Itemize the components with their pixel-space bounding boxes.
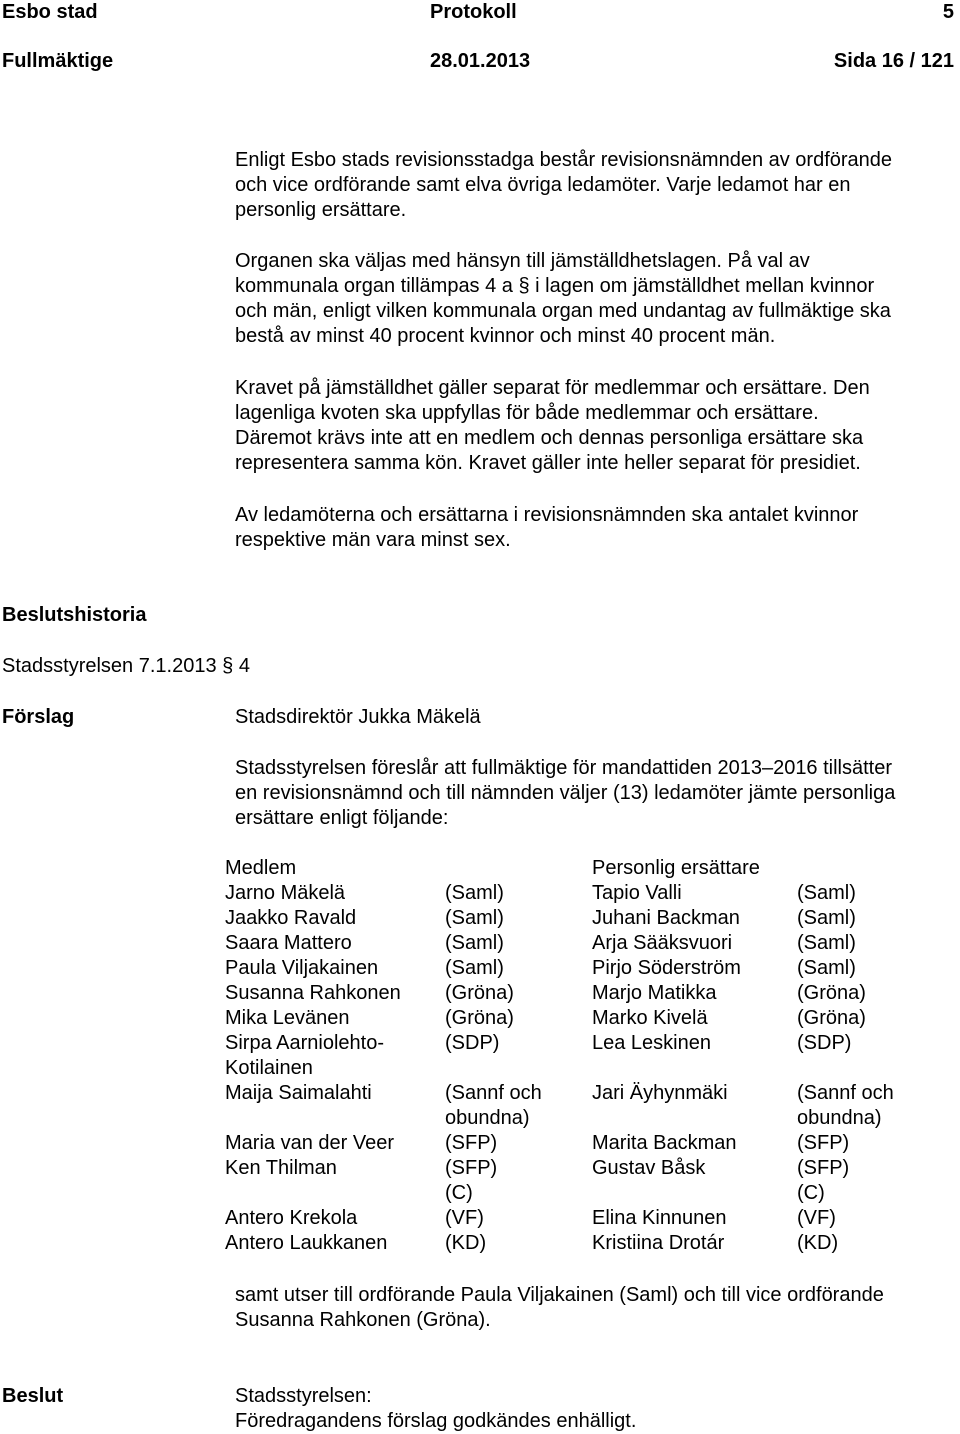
substitute-name: Kristiina Drotár <box>592 1232 725 1254</box>
table-row <box>225 956 957 981</box>
text-line: representera samma kön. Kravet gäller inte heller separat för presidiet. <box>235 452 861 474</box>
member-party-cell <box>445 1206 592 1231</box>
substitute-name-cell <box>592 1131 797 1156</box>
substitute-name: Arja Sääksvuori <box>592 932 733 954</box>
substitute-name-cell <box>592 931 797 956</box>
text-line: Kravet på jämställdhet gäller separat för medlemmar och ersättare. Den <box>235 377 870 399</box>
member-name-cell <box>225 1031 445 1081</box>
intro-paragraph-2 <box>235 249 955 349</box>
substitute-name-cell <box>592 906 797 931</box>
member-party: (C) <box>445 1182 473 1204</box>
proposal-text <box>235 756 955 831</box>
substitute-name: Marjo Matikka <box>592 982 717 1004</box>
text-line: samt utser till ordförande Paula Viljakainen (Saml) och till vice ordförande <box>235 1284 884 1306</box>
substitute-party: (Gröna) <box>797 1007 866 1029</box>
substitute-party: (Sannf och <box>797 1082 894 1104</box>
member-name: Jarno Mäkelä <box>225 882 346 904</box>
table-header-substitute: Personlig ersättare <box>592 857 760 879</box>
member-name-cell <box>225 931 445 956</box>
member-name-cell <box>225 906 445 931</box>
substitute-name-cell <box>592 956 797 981</box>
chair-paragraph <box>235 1283 955 1333</box>
table-header-substitute-party <box>797 856 957 881</box>
substitute-name: Jari Äyhynmäki <box>592 1082 728 1104</box>
text-line: Av ledamöterna och ersättarna i revisionsnämnden ska antalet kvinnor <box>235 504 859 526</box>
text-line: Föredragandens förslag godkändes enhälligt. <box>235 1410 637 1432</box>
text-line: Organen ska väljas med hänsyn till jämställdhetslagen. På val av <box>235 250 810 272</box>
member-party-cell <box>445 1131 592 1156</box>
member-name: Maija Saimalahti <box>225 1082 372 1104</box>
member-party: (VF) <box>445 1207 484 1229</box>
member-party: (SFP) <box>445 1132 498 1154</box>
member-name: Saara Mattero <box>225 932 352 954</box>
member-party-cell <box>445 981 592 1006</box>
substitute-party-cell <box>797 1031 957 1081</box>
table-row <box>225 1231 957 1256</box>
member-name-cell <box>225 1006 445 1031</box>
table-row <box>225 906 957 931</box>
substitute-name-cell <box>592 1081 797 1131</box>
substitute-name: Elina Kinnunen <box>592 1207 727 1229</box>
member-party: (KD) <box>445 1232 487 1254</box>
table-header-row <box>225 856 957 881</box>
table-row <box>225 1156 957 1206</box>
header-doc-type: Protokoll <box>430 1 517 23</box>
substitute-name: Tapio Valli <box>592 882 682 904</box>
member-party: (Saml) <box>445 932 504 954</box>
member-name-cell <box>225 956 445 981</box>
decision-label: Beslut <box>2 1385 64 1407</box>
member-party-cell <box>445 906 592 931</box>
member-name: Mika Levänen <box>225 1007 350 1029</box>
member-party: (Saml) <box>445 957 504 979</box>
table-row <box>225 1006 957 1031</box>
substitute-party-cell <box>797 1081 957 1131</box>
members-table <box>225 856 957 1256</box>
substitute-party: (SFP) <box>797 1157 850 1179</box>
member-party: (Saml) <box>445 882 504 904</box>
header-date: 28.01.2013 <box>430 50 531 72</box>
header-city: Esbo stad <box>2 1 98 23</box>
substitute-name: Marita Backman <box>592 1132 737 1154</box>
substitute-party: (Saml) <box>797 907 856 929</box>
member-name-cell <box>225 1206 445 1231</box>
table-row <box>225 1081 957 1131</box>
table-row <box>225 1206 957 1231</box>
substitute-name-cell <box>592 1006 797 1031</box>
header-body: Fullmäktige <box>2 50 114 72</box>
substitute-party-cell <box>797 1006 957 1031</box>
member-party: obundna) <box>445 1107 530 1129</box>
table-row <box>225 981 957 1006</box>
substitute-name: Gustav Båsk <box>592 1157 706 1179</box>
text-line: och vice ordförande samt elva övriga ledamöter. Varje ledamot har en <box>235 174 851 196</box>
text-line: Enligt Esbo stads revisionsstadga består revisionsnämnden av ordförande <box>235 149 893 171</box>
substitute-party: (SFP) <box>797 1132 850 1154</box>
member-party-cell <box>445 881 592 906</box>
text-line: Däremot krävs inte att en medlem och dennas personliga ersättare ska <box>235 427 864 449</box>
substitute-party: (VF) <box>797 1207 836 1229</box>
text-line: Susanna Rahkonen (Gröna). <box>235 1309 491 1331</box>
substitute-party-cell <box>797 981 957 1006</box>
member-party: (SDP) <box>445 1032 500 1054</box>
decision-text <box>235 1384 955 1434</box>
member-name-cell <box>225 1231 445 1256</box>
member-party-cell <box>445 931 592 956</box>
member-party-cell <box>445 1156 592 1206</box>
text-line: bestå av minst 40 procent kvinnor och minst 40 procent män. <box>235 325 776 347</box>
substitute-party: (Saml) <box>797 957 856 979</box>
header-item-number: 5 <box>942 1 954 23</box>
substitute-party: (Saml) <box>797 882 856 904</box>
member-name: Sirpa Aarniolehto- <box>225 1032 384 1054</box>
substitute-name: Pirjo Söderström <box>592 957 741 979</box>
member-party-cell <box>445 1031 592 1081</box>
proposal-label: Förslag <box>2 706 75 728</box>
member-party-cell <box>445 956 592 981</box>
substitute-party-cell <box>797 956 957 981</box>
substitute-name-cell <box>592 1031 797 1081</box>
substitute-party-cell <box>797 1231 957 1256</box>
substitute-name-cell <box>592 1231 797 1256</box>
member-name: Antero Krekola <box>225 1207 358 1229</box>
substitute-party-cell <box>797 1131 957 1156</box>
history-meeting: Stadsstyrelsen 7.1.2013 § 4 <box>2 655 250 677</box>
member-party: (Sannf och <box>445 1082 542 1104</box>
substitute-party: (Saml) <box>797 932 856 954</box>
substitute-party: (SDP) <box>797 1032 852 1054</box>
member-party: (Gröna) <box>445 1007 514 1029</box>
table-row <box>225 881 957 906</box>
substitute-name-cell <box>592 1156 797 1206</box>
text-line: kommunala organ tillämpas 4 a § i lagen om jämställdhet mellan kvinnor <box>235 275 875 297</box>
member-name-cell <box>225 881 445 906</box>
substitute-name: Lea Leskinen <box>592 1032 711 1054</box>
member-name: Antero Laukkanen <box>225 1232 388 1254</box>
substitute-name: Juhani Backman <box>592 907 740 929</box>
member-name-cell <box>225 1081 445 1131</box>
substitute-name: Marko Kivelä <box>592 1007 708 1029</box>
substitute-name-cell <box>592 881 797 906</box>
substitute-party-cell <box>797 1156 957 1206</box>
substitute-party-cell <box>797 881 957 906</box>
member-name: Ken Thilman <box>225 1157 337 1179</box>
intro-paragraph-4 <box>235 503 955 553</box>
proposal-presenter: Stadsdirektör Jukka Mäkelä <box>235 706 481 728</box>
member-name-cell <box>225 1156 445 1206</box>
member-name-cell <box>225 1131 445 1156</box>
text-line: Stadsstyrelsen: <box>235 1385 372 1407</box>
header-page-number: Sida 16 / 121 <box>833 50 954 72</box>
substitute-party: (Gröna) <box>797 982 866 1004</box>
substitute-party-cell <box>797 906 957 931</box>
text-line: personlig ersättare. <box>235 199 407 221</box>
member-party-cell <box>445 1231 592 1256</box>
text-line: Stadsstyrelsen föreslår att fullmäktige för mandattiden 2013–2016 tillsätter <box>235 757 893 779</box>
substitute-party: obundna) <box>797 1107 882 1129</box>
member-party: (Saml) <box>445 907 504 929</box>
substitute-party: (KD) <box>797 1232 839 1254</box>
history-title: Beslutshistoria <box>2 604 147 626</box>
member-party: (SFP) <box>445 1157 498 1179</box>
member-name: Kotilainen <box>225 1057 313 1079</box>
substitute-party-cell <box>797 1206 957 1231</box>
text-line: lagenliga kvoten ska uppfyllas för både medlemmar och ersättare. <box>235 402 819 424</box>
table-row <box>225 1031 957 1081</box>
member-name: Jaakko Ravald <box>225 907 357 929</box>
member-party-cell <box>445 1081 592 1131</box>
substitute-name-cell <box>592 981 797 1006</box>
substitute-party-cell <box>797 931 957 956</box>
intro-paragraph-1 <box>235 148 955 223</box>
substitute-party: (C) <box>797 1182 825 1204</box>
table-body <box>225 881 957 1256</box>
text-line: ersättare enligt följande: <box>235 807 449 829</box>
text-line: respektive män vara minst sex. <box>235 529 511 551</box>
table-row <box>225 931 957 956</box>
member-party-cell <box>445 1006 592 1031</box>
text-line: och män, enligt vilken kommunala organ med undantag av fullmäktige ska <box>235 300 891 322</box>
member-name-cell <box>225 981 445 1006</box>
intro-paragraph-3 <box>235 376 955 476</box>
table-header-member: Medlem <box>225 857 297 879</box>
table-row <box>225 1131 957 1156</box>
text-line: en revisionsnämnd och till nämnden väljer (13) ledamöter jämte personliga <box>235 782 896 804</box>
table-header-party <box>445 856 592 881</box>
substitute-name-cell <box>592 1206 797 1231</box>
member-name: Maria van der Veer <box>225 1132 394 1154</box>
member-name: Paula Viljakainen <box>225 957 379 979</box>
member-party: (Gröna) <box>445 982 514 1004</box>
member-name: Susanna Rahkonen <box>225 982 401 1004</box>
